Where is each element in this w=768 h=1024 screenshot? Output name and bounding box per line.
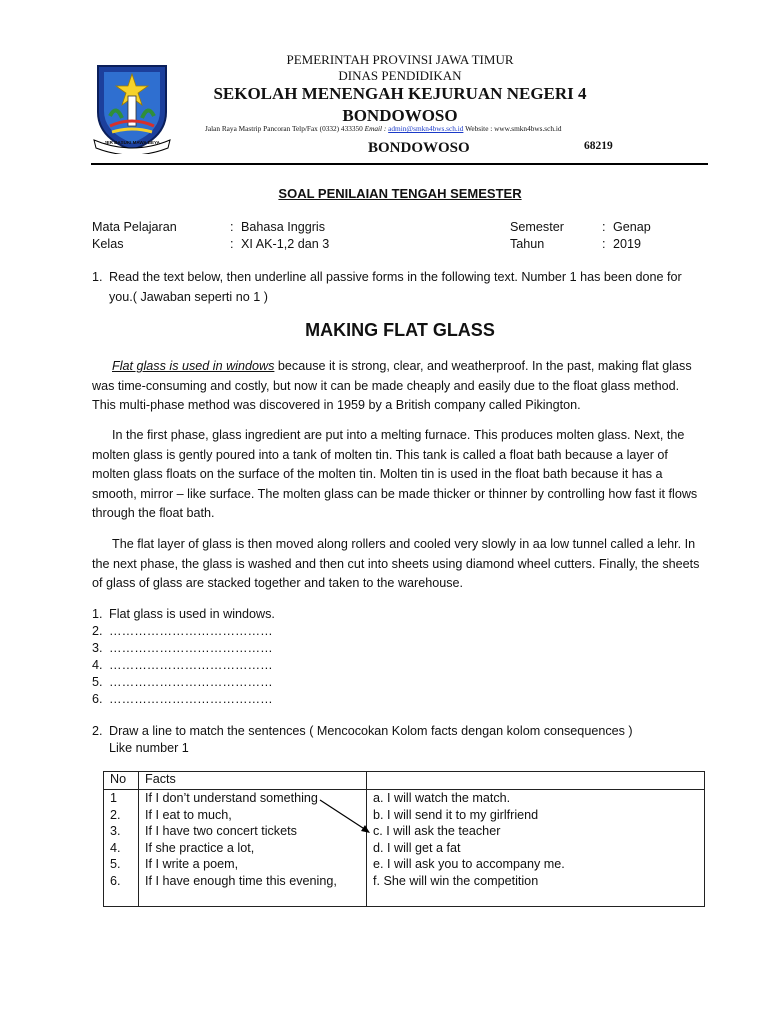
east-java-emblem-logo xyxy=(92,56,172,154)
row-number: 3. xyxy=(110,824,121,838)
email-label: Email : xyxy=(364,124,387,133)
postal-code: 68219 xyxy=(584,140,613,152)
header-school-name: SEKOLAH MENENGAH KEJURUAN NEGERI 4 xyxy=(213,84,587,103)
consequence-item: a. I will watch the match. xyxy=(373,791,511,805)
table-header-row xyxy=(104,772,705,790)
row-number: 5. xyxy=(110,857,121,871)
answer-blank: ………………………………… xyxy=(109,692,273,706)
answer-item xyxy=(92,657,275,674)
subject-label: Mata Pelajaran xyxy=(92,220,177,234)
row-number: 6. xyxy=(110,873,121,888)
fact-item: If I have enough time this evening, xyxy=(145,873,337,888)
class-label: Kelas xyxy=(92,237,124,251)
fact-item: If I write a poem, xyxy=(145,857,239,871)
question-2-line-1: Draw a line to match the sentences ( Mencocokan Kolom facts dengan kolom consequences ) xyxy=(109,724,633,738)
fact-item: If I eat to much, xyxy=(145,807,232,822)
matching-table xyxy=(103,771,705,907)
answer-blank: ………………………………… xyxy=(109,658,273,672)
subject-value: Bahasa Inggris xyxy=(241,220,326,234)
reading-paragraph-1-text: because it is strong, clear, and weatherproof. In the past, making flat glass was time-consuming and costly, but now it can be made cheaply and easily due to the float glass method. This multi-phase method was discovered in 1959 by a British company called Pikington. xyxy=(92,359,692,412)
reading-paragraph-3: The flat layer of glass is then moved along rollers and cooled very slowly in aa low tunnel called a lehr. In the next phase, the glass is washed and then cut into sheets using diamond wheel cutters. Finally, the sheets of glass of glass are stacked together and taken to the warehouse. xyxy=(92,537,700,590)
header-divider xyxy=(91,163,708,165)
semester-value: Genap xyxy=(613,220,651,234)
website-text: Website : www.smkn4bws.sch.id xyxy=(465,124,562,133)
header-city-secondary: BONDOWOSO xyxy=(368,140,470,156)
answer-item xyxy=(92,606,275,623)
answer-number: 5. xyxy=(92,675,103,689)
header-consequences xyxy=(367,772,705,790)
class-colon: : xyxy=(230,237,234,251)
email-link[interactable]: admin@smkn4bws.sch.id xyxy=(388,124,464,133)
reading-paragraph-2: In the first phase, glass ingredient are put into a melting furnace. This produces molten glass. Next, the molten glass is gently poured into a tank of molten tin. This tank is called a float bath because a layer of molten glass floats on the surface of the molten tin. Molten tin is used in the float bath because it has a smooth, mirror – like surface. The molten glass can be made thicker or thinner by controlling how fast it flows through the float bath. xyxy=(92,428,698,520)
answer-list xyxy=(92,606,275,708)
answer-blank: ………………………………… xyxy=(109,624,273,638)
answer-item xyxy=(92,674,275,691)
header-city: BONDOWOSO xyxy=(342,106,458,125)
answer-number: 3. xyxy=(92,641,103,655)
consequence-item: e. I will ask you to accompany me. xyxy=(373,857,565,871)
question-2-number: 2. xyxy=(92,724,103,738)
reading-title: MAKING FLAT GLASS xyxy=(305,320,495,340)
year-label: Tahun xyxy=(510,237,545,251)
year-colon: : xyxy=(602,237,606,251)
fact-item: If I don’t understand something xyxy=(145,791,318,805)
table-body-row xyxy=(104,790,705,907)
subject-colon: : xyxy=(230,220,234,234)
header-facts: Facts xyxy=(139,772,367,790)
row-number: 4. xyxy=(110,840,121,855)
exam-title: SOAL PENILAIAN TENGAH SEMESTER xyxy=(278,186,522,201)
address-text: Jalan Raya Mastrip Pancoran Telp/Fax (0332) 433350 xyxy=(205,124,363,133)
numbers-cell xyxy=(104,790,139,907)
passive-example-underlined: Flat glass is used in windows xyxy=(112,359,275,373)
question-1-line-1: Read the text below, then underline all passive forms in the following text. Number 1 has been done for xyxy=(109,270,682,284)
consequence-item: c. I will ask the teacher xyxy=(373,824,501,838)
answer-number: 6. xyxy=(92,692,103,706)
header-government: PEMERINTAH PROVINSI JAWA TIMUR xyxy=(286,52,514,67)
match-arrow-example xyxy=(300,790,380,840)
semester-label: Semester xyxy=(510,220,564,234)
answer-number: 2. xyxy=(92,624,103,638)
answer-text: Flat glass is used in windows. xyxy=(109,607,275,621)
semester-colon: : xyxy=(602,220,606,234)
year-value: 2019 xyxy=(613,237,642,251)
class-value: XI AK-1,2 dan 3 xyxy=(241,237,330,251)
answer-number: 1. xyxy=(92,607,103,621)
fact-item: If she practice a lot, xyxy=(145,840,255,855)
consequence-item: f. She will win the competition xyxy=(373,873,539,888)
row-number: 1 xyxy=(110,791,118,805)
question-1-line-2: you.( Jawaban seperti no 1 ) xyxy=(109,290,268,304)
logo-motto: JER BASUKI MAWA BEYA xyxy=(104,140,160,145)
answer-item xyxy=(92,623,275,640)
consequence-item: d. I will get a fat xyxy=(373,840,461,855)
row-number: 2. xyxy=(110,807,121,822)
answer-item xyxy=(92,640,275,657)
consequences-cell xyxy=(367,790,705,907)
answer-blank: ………………………………… xyxy=(109,675,273,689)
answer-blank: ………………………………… xyxy=(109,641,273,655)
fact-item: If I have two concert tickets xyxy=(145,824,297,838)
header-department: DINAS PENDIDIKAN xyxy=(338,68,462,83)
answer-number: 4. xyxy=(92,658,103,672)
question-1-number: 1. xyxy=(92,270,103,284)
reading-paragraph-1 xyxy=(92,357,704,416)
consequence-item: b. I will send it to my girlfriend xyxy=(373,807,539,822)
header-no: No xyxy=(104,772,139,790)
answer-item xyxy=(92,691,275,708)
header-address-line xyxy=(205,124,685,133)
question-2-line-2: Like number 1 xyxy=(109,741,189,755)
